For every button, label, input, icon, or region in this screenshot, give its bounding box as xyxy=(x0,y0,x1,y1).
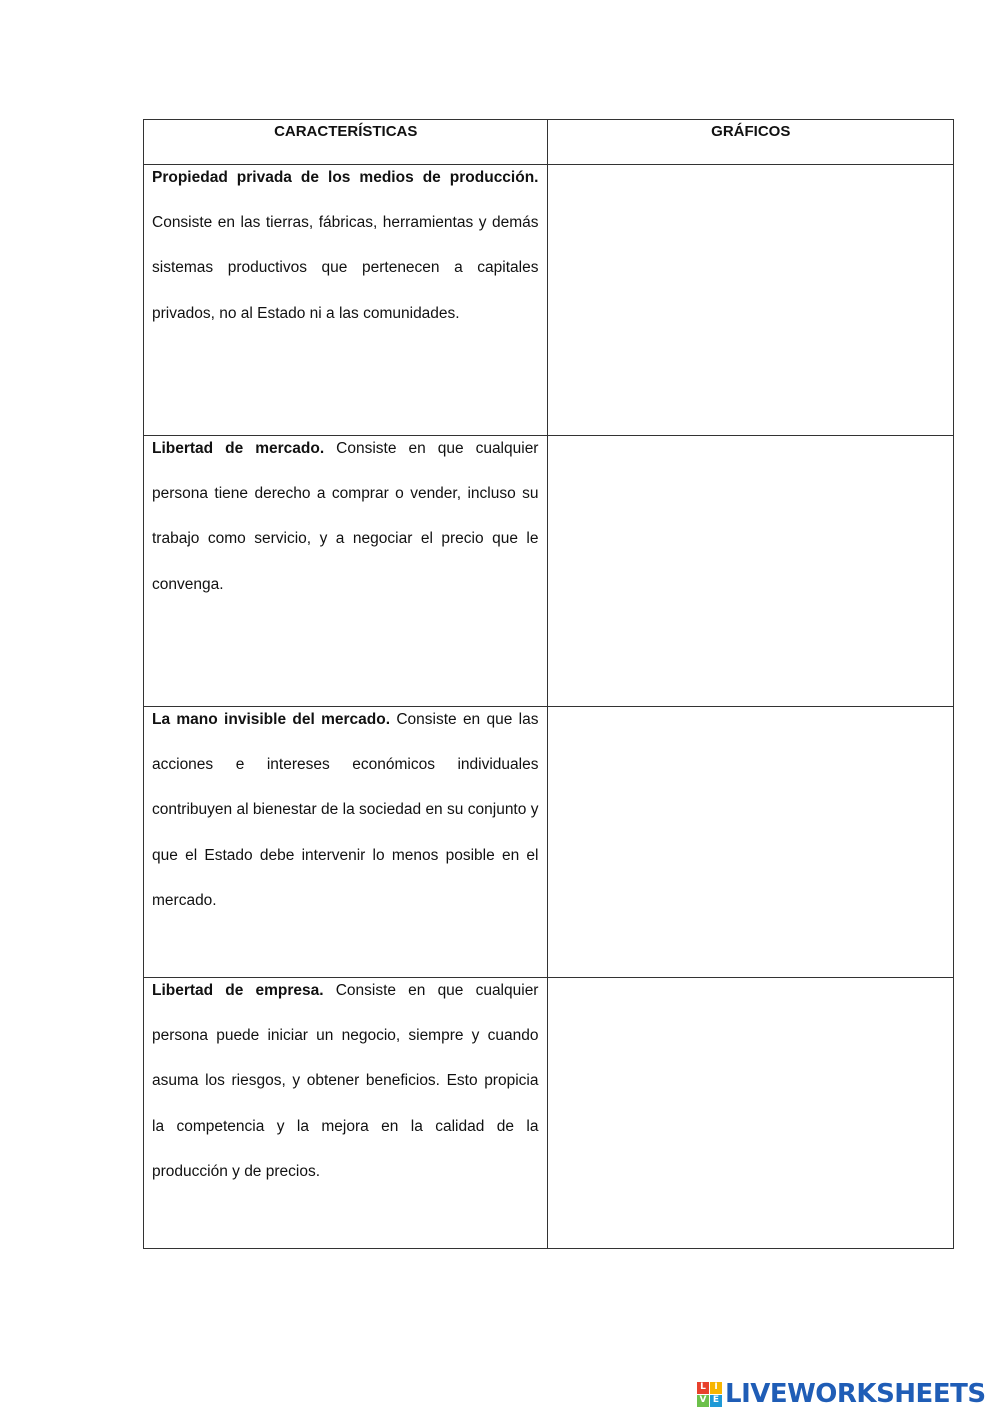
characteristic-cell xyxy=(144,978,548,1249)
characteristic-text xyxy=(144,426,547,607)
graphic-drop-area[interactable] xyxy=(548,707,954,978)
graphic-drop-area[interactable] xyxy=(548,165,954,436)
table-row xyxy=(144,165,954,436)
characteristic-text xyxy=(144,155,547,336)
live-badge-icon xyxy=(697,1382,722,1407)
characteristic-description: Consiste en que las acciones e intereses económicos individuales contribuyen al bienestar de la sociedad en su conjunto y que el Estado debe intervenir lo menos posible en el mercado. xyxy=(152,711,539,909)
table-row xyxy=(144,436,954,707)
characteristic-title: Libertad de mercado. xyxy=(152,440,325,457)
liveworksheets-logo xyxy=(697,1377,986,1411)
badge-letter: E xyxy=(710,1395,722,1407)
characteristic-title: Libertad de empresa. xyxy=(152,982,324,999)
characteristic-text xyxy=(144,697,547,923)
characteristic-title: La mano invisible del mercado. xyxy=(152,711,391,728)
characteristic-description: Consiste en que cualquier persona puede iniciar un negocio, siempre y cuando asuma los riesgos, y obtener beneficios. Esto propicia la competencia y la mejora en la calidad de la producción y de precios. xyxy=(152,982,539,1180)
header-graficos: GRÁFICOS xyxy=(548,120,954,165)
badge-letter: I xyxy=(710,1382,722,1394)
characteristic-description: Consiste en que cualquier persona tiene derecho a comprar o vender, incluso su trabajo como servicio, y a negociar el precio que le convenga. xyxy=(152,440,539,593)
graphic-drop-area[interactable] xyxy=(548,436,954,707)
logo-wordmark: LIVEWORKSHEETS xyxy=(725,1379,986,1409)
characteristic-title: Propiedad privada de los medios de producción. xyxy=(152,169,539,186)
graphic-drop-area[interactable] xyxy=(548,978,954,1249)
characteristic-cell xyxy=(144,165,548,436)
characteristics-table xyxy=(143,119,954,1249)
characteristic-cell xyxy=(144,707,548,978)
badge-letter: V xyxy=(697,1395,709,1407)
characteristic-cell xyxy=(144,436,548,707)
table-row xyxy=(144,978,954,1249)
characteristic-text xyxy=(144,968,547,1194)
characteristic-description: Consiste en las tierras, fábricas, herramientas y demás sistemas productivos que pertenecen a capitales privados, no al Estado ni a las comunidades. xyxy=(152,214,539,322)
header-caracteristicas: CARACTERÍSTICAS xyxy=(144,120,548,165)
badge-letter: L xyxy=(697,1382,709,1394)
table-row xyxy=(144,707,954,978)
